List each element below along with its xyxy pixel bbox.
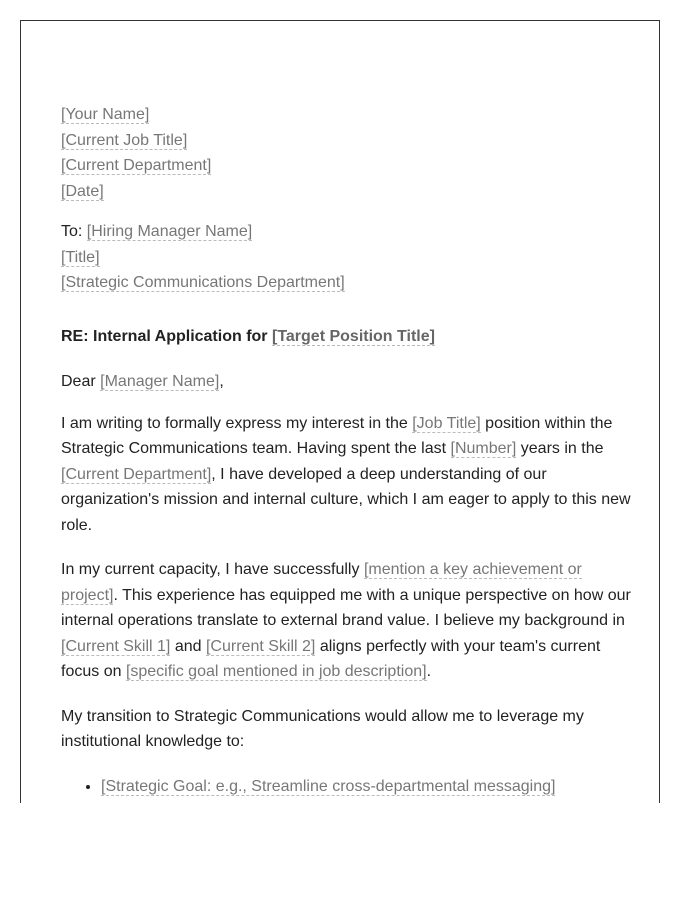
salutation: [61, 369, 631, 395]
document-page: [20, 20, 660, 803]
paragraph-experience: [61, 557, 631, 685]
sender-name[interactable]: [Your Name]: [61, 106, 150, 123]
manager-name[interactable]: [Manager Name]: [100, 373, 220, 390]
job-title-placeholder[interactable]: [Job Title]: [412, 414, 481, 432]
recipient-department[interactable]: [Strategic Communications Department]: [61, 274, 345, 291]
subject-line: [61, 324, 631, 350]
paragraph-text: years in the: [520, 440, 604, 457]
sender-job-title[interactable]: [Current Job Title]: [61, 131, 188, 149]
paragraph-text: and: [174, 637, 202, 655]
subject-prefix: RE: Internal Application for: [61, 327, 268, 345]
list-item: [101, 774, 631, 800]
achievement-placeholder[interactable]: [mention a key achievement or project]: [61, 561, 582, 604]
specific-goal-placeholder[interactable]: [specific goal mentioned in job description]: [125, 663, 427, 680]
letter-date[interactable]: [Date]: [61, 182, 104, 200]
paragraph-text: position within the Strategic Communications team. Having spent the last: [61, 414, 613, 457]
sender-block: [61, 102, 631, 204]
years-number-placeholder[interactable]: [Number]: [450, 440, 517, 457]
paragraph-text: , I have developed a deep understanding of our organization's mission and internal culture, which I am eager to apply to this new role.: [61, 465, 631, 534]
paragraph-text: . This experience has equipped me with a unique perspective on how our internal operations translate to external brand value. I believe my background in: [61, 586, 631, 629]
goals-list: [61, 774, 631, 800]
current-department-placeholder[interactable]: [Current Department]: [61, 465, 212, 483]
paragraph-intro: [61, 411, 631, 539]
recipient-title[interactable]: [Title]: [61, 248, 100, 266]
paragraph-transition: [61, 704, 631, 755]
skill-2-placeholder[interactable]: [Current Skill 2]: [205, 637, 316, 655]
sender-department[interactable]: [Current Department]: [61, 157, 212, 174]
paragraph-text: My transition to Strategic Communications would allow me to leverage my institutional knowledge to:: [61, 707, 584, 750]
skill-1-placeholder[interactable]: [Current Skill 1]: [61, 637, 171, 655]
to-label: To:: [61, 223, 83, 240]
paragraph-text: In my current capacity, I have successfully: [61, 561, 360, 578]
salutation-prefix: Dear: [61, 373, 96, 390]
recipient-block: [61, 219, 631, 296]
paragraph-text: .: [426, 663, 432, 680]
paragraph-text: aligns perfectly with your team's current focus on: [61, 637, 601, 680]
salutation-comma: ,: [219, 373, 224, 390]
strategic-goal-placeholder[interactable]: [Strategic Goal: e.g., Streamline cross-departmental messaging]: [101, 777, 556, 795]
recipient-name[interactable]: [Hiring Manager Name]: [86, 223, 253, 240]
paragraph-text: I am writing to formally express my interest in the: [61, 414, 408, 432]
letter-body: [61, 102, 631, 799]
target-position[interactable]: [Target Position Title]: [271, 327, 435, 345]
